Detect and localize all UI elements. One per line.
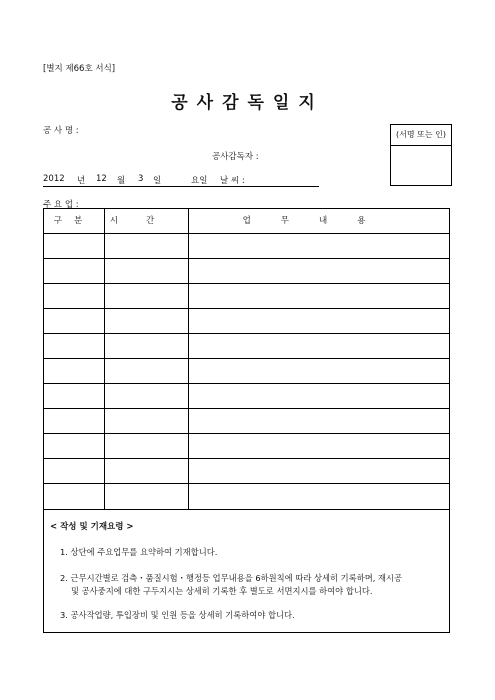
supervisor-label: 공사감독자 : [212, 152, 259, 162]
page-title: 공사감독일지 [171, 93, 324, 113]
table-row[interactable] [44, 408, 449, 409]
date-day-unit: 일 [153, 176, 162, 186]
table-row[interactable] [44, 333, 449, 334]
column-divider [188, 209, 189, 509]
date-year: 2012 [43, 174, 65, 184]
weather-label: 날 씨 : [220, 176, 245, 186]
header-divider [44, 233, 449, 234]
table-row[interactable] [44, 433, 449, 434]
work-log-table [43, 208, 450, 510]
date-weather-line [43, 174, 319, 187]
table-row[interactable] [44, 283, 449, 284]
table-row[interactable] [44, 358, 449, 359]
column-divider [104, 209, 105, 509]
instructions-box [43, 510, 450, 633]
instructions-title: < 작성 및 기재요령 > [50, 522, 134, 532]
instruction-item-2-cont: 및 공사중지에 대한 구두지시는 상세히 기록한 후 별도로 서면지시를 하여야 합니다. [71, 586, 373, 596]
table-row[interactable] [44, 258, 449, 259]
contractor-label: 공 사 명 : [43, 126, 79, 136]
weekday-label: 요일 [191, 176, 208, 186]
table-row[interactable] [44, 458, 449, 459]
instruction-item-3: 3. 공사작업량, 투입장비 및 인원 등을 상세히 기록하여야 합니다. [60, 610, 295, 620]
date-month-unit: 월 [117, 176, 126, 186]
date-day: 3 [138, 174, 144, 184]
main-duties-label: 주 요 업 : [43, 200, 79, 210]
table-row[interactable] [44, 483, 449, 484]
header-category: 구분 [53, 216, 95, 226]
table-row[interactable] [44, 308, 449, 309]
date-year-unit: 년 [77, 176, 86, 186]
instruction-item-2: 2. 근무시간별로 검측・품질시험・행정등 업무내용을 6하원칙에 따라 상세히 기록하며, 재시공 [60, 573, 403, 583]
signature-box[interactable] [390, 124, 452, 186]
instruction-item-1: 1. 상단에 주요업무를 요약하여 기재합니다. [60, 547, 218, 557]
signature-label: (서명 또는 인) [391, 125, 451, 146]
form-number-label: [별지 제66호 서식] [43, 64, 116, 74]
table-row[interactable] [44, 383, 449, 384]
date-month: 12 [96, 174, 107, 184]
header-time: 시간 [109, 216, 183, 226]
header-work-content: 업무내용 [242, 216, 396, 226]
